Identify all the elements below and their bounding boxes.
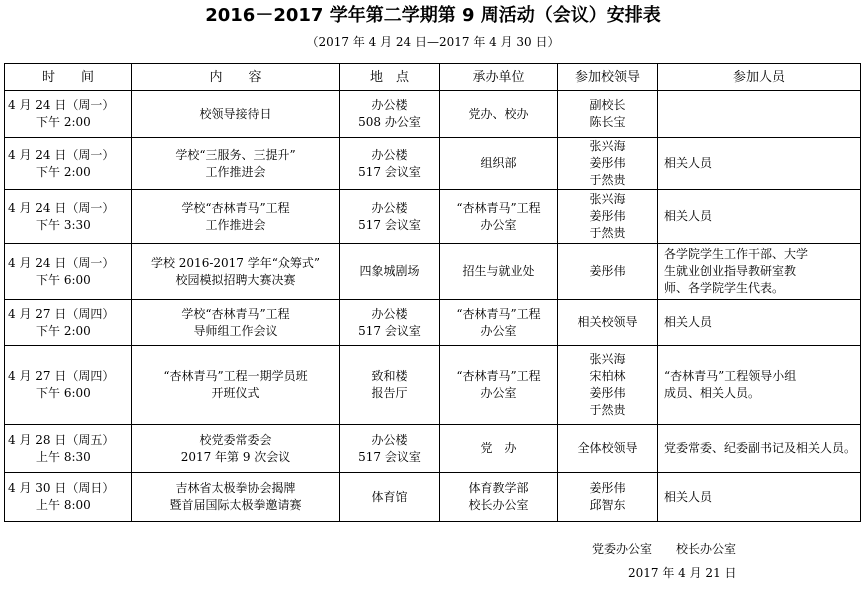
cell-organizer-line: 办公室	[480, 217, 517, 232]
cell-place-line: 办公楼	[371, 147, 408, 162]
cell-clock-time: 下午 3:30	[36, 217, 91, 232]
header-leaders: 参加校领导	[558, 64, 658, 91]
table-row	[5, 138, 861, 190]
header-participants: 参加人员	[658, 64, 861, 91]
cell-leaders-line: 于然贵	[589, 173, 626, 187]
cell-leaders	[558, 300, 658, 346]
cell-place	[340, 190, 440, 244]
cell-participants-line: 生就业创业指导教研室教	[664, 264, 797, 278]
cell-participants-line: 党委常委、纪委副书记及相关人员。	[664, 441, 857, 455]
header-content: 内 容	[132, 64, 340, 91]
cell-participants-line: 相关人员	[664, 209, 713, 223]
cell-participants	[658, 138, 861, 190]
cell-content-line: 学校“杏林青马”工程	[181, 306, 290, 321]
cell-content-line: 学校 2016-2017 学年“众筹式”	[150, 255, 321, 270]
header-place: 地 点	[340, 64, 440, 91]
cell-date: 4 月 27 日（周四）	[8, 306, 115, 321]
cell-organizer	[440, 300, 558, 346]
cell-leaders-line: 于然贵	[589, 403, 626, 417]
cell-time	[5, 190, 132, 244]
cell-leaders-line: 于然贵	[589, 226, 626, 240]
cell-place-line: 报告厅	[371, 386, 408, 400]
cell-clock-time: 下午 2:00	[36, 115, 91, 129]
cell-time	[5, 346, 132, 425]
cell-content-line: “杏林青马”工程一期学员班	[163, 369, 308, 383]
cell-place-line: 办公楼	[371, 200, 408, 215]
cell-place	[340, 138, 440, 190]
cell-leaders-line: 相关校领导	[577, 315, 638, 329]
cell-leaders	[558, 473, 658, 522]
cell-participants	[658, 244, 861, 300]
cell-time	[5, 425, 132, 473]
cell-time	[5, 244, 132, 300]
table-header-row	[5, 64, 861, 91]
cell-content-line: 导师组工作会议	[193, 323, 278, 338]
cell-content-line: 工作推进会	[205, 164, 266, 179]
date-range-subtitle: （2017 年 4 月 24 日—2017 年 4 月 30 日）	[306, 35, 560, 49]
cell-leaders-line: 姜彤伟	[589, 386, 626, 400]
cell-content-line: 吉林省太极拳协会揭牌	[175, 481, 296, 495]
cell-leaders	[558, 190, 658, 244]
cell-organizer-line: 党办、校办	[468, 106, 529, 121]
table-row	[5, 190, 861, 244]
cell-leaders-line: 全体校领导	[577, 441, 638, 455]
cell-leaders-line: 姜彤伟	[589, 264, 626, 278]
cell-clock-time: 下午 2:00	[36, 164, 91, 179]
cell-date: 4 月 24 日（周一）	[8, 200, 115, 215]
cell-participants	[658, 91, 861, 138]
table-row	[5, 473, 861, 522]
cell-content-line: 暨首届国际太极拳邀请赛	[169, 498, 302, 512]
cell-date: 4 月 24 日（周一）	[8, 147, 115, 162]
cell-date: 4 月 24 日（周一）	[8, 98, 115, 112]
cell-participants-line: 相关人员	[664, 315, 713, 329]
cell-place-line: 517 会议室	[358, 217, 421, 232]
cell-time	[5, 138, 132, 190]
table-row	[5, 244, 861, 300]
cell-place	[340, 300, 440, 346]
cell-place-line: 体育馆	[371, 489, 408, 504]
cell-organizer-line: “杏林青马”工程	[456, 369, 541, 383]
cell-content-line: 开班仪式	[211, 386, 260, 400]
cell-organizer-line: 校长办公室	[468, 498, 529, 512]
cell-participants-line: 各学院学生工作干部、大学	[664, 247, 809, 261]
cell-leaders	[558, 425, 658, 473]
cell-time	[5, 91, 132, 138]
cell-place-line: 517 会议室	[358, 323, 421, 338]
cell-participants	[658, 190, 861, 244]
cell-leaders	[558, 91, 658, 138]
issue-date: 2017 年 4 月 21 日	[628, 566, 737, 580]
cell-place	[340, 91, 440, 138]
cell-organizer-line: “杏林青马”工程	[456, 200, 541, 215]
table-row	[5, 91, 861, 138]
cell-leaders-line: 陈长宝	[589, 115, 626, 129]
cell-leaders	[558, 244, 658, 300]
cell-place-line: 办公楼	[371, 306, 408, 321]
cell-organizer	[440, 346, 558, 425]
cell-place	[340, 425, 440, 473]
cell-organizer	[440, 244, 558, 300]
cell-place-line: 517 会议室	[358, 449, 421, 464]
cell-participants	[658, 346, 861, 425]
header-organizer: 承办单位	[440, 64, 558, 91]
cell-leaders-line: 邱智东	[589, 498, 626, 512]
cell-participants-line: 成员、相关人员。	[664, 386, 761, 400]
cell-content	[132, 244, 340, 300]
cell-participants-line: 相关人员	[664, 156, 713, 170]
cell-time	[5, 300, 132, 346]
cell-participants	[658, 425, 861, 473]
header-time: 时 间	[5, 64, 132, 91]
cell-clock-time: 下午 6:00	[36, 272, 91, 287]
cell-organizer	[440, 425, 558, 473]
table-row	[5, 425, 861, 473]
cell-date: 4 月 27 日（周四）	[8, 369, 115, 383]
cell-place	[340, 473, 440, 522]
cell-place	[340, 244, 440, 300]
cell-content-line: 学校“杏林青马”工程	[181, 200, 290, 215]
cell-leaders-line: 张兴海	[589, 192, 626, 206]
cell-leaders-line: 姜彤伟	[589, 209, 626, 223]
cell-content-line: 校园模拟招聘大赛决赛	[175, 272, 296, 287]
cell-organizer	[440, 473, 558, 522]
cell-participants-line: 师、各学院学生代表。	[664, 281, 785, 295]
cell-clock-time: 下午 2:00	[36, 323, 91, 338]
cell-leaders	[558, 138, 658, 190]
cell-organizer-line: “杏林青马”工程	[456, 306, 541, 321]
cell-organizer-line: 办公室	[480, 386, 517, 400]
cell-content	[132, 91, 340, 138]
cell-content	[132, 473, 340, 522]
cell-place-line: 办公楼	[371, 98, 408, 112]
cell-content-line: 校党委常委会	[199, 432, 272, 447]
cell-content-line: 学校“三服务、三提升”	[175, 147, 296, 162]
cell-organizer	[440, 91, 558, 138]
cell-organizer	[440, 138, 558, 190]
cell-content	[132, 138, 340, 190]
cell-organizer-line: 体育教学部	[468, 481, 529, 495]
cell-place-line: 508 办公室	[358, 115, 421, 129]
cell-leaders-line: 姜彤伟	[589, 156, 626, 170]
cell-date: 4 月 28 日（周五）	[8, 432, 115, 447]
cell-organizer-line: 党 办	[480, 441, 517, 455]
cell-content	[132, 190, 340, 244]
cell-leaders-line: 姜彤伟	[589, 481, 626, 495]
cell-content-line: 工作推进会	[205, 217, 266, 232]
cell-organizer-line: 办公室	[480, 323, 517, 338]
cell-place-line: 办公楼	[371, 432, 408, 447]
cell-content	[132, 300, 340, 346]
cell-content	[132, 346, 340, 425]
table-row	[5, 346, 861, 425]
cell-participants	[658, 300, 861, 346]
cell-place-line: 517 会议室	[358, 164, 421, 179]
cell-leaders-line: 张兴海	[589, 139, 626, 153]
schedule-table	[4, 63, 861, 522]
cell-time	[5, 473, 132, 522]
cell-leaders-line: 宋柏林	[589, 369, 626, 383]
table-row	[5, 300, 861, 346]
cell-participants	[658, 473, 861, 522]
cell-content-line: 校领导接待日	[199, 106, 272, 121]
cell-date: 4 月 24 日（周一）	[8, 255, 115, 270]
cell-clock-time: 上午 8:00	[36, 498, 91, 512]
cell-organizer	[440, 190, 558, 244]
cell-organizer-line: 组织部	[480, 156, 517, 170]
cell-content	[132, 425, 340, 473]
cell-organizer-line: 招生与就业处	[462, 264, 535, 278]
cell-leaders-line: 张兴海	[589, 352, 626, 366]
cell-place-line: 四象城剧场	[359, 264, 420, 278]
issuing-offices: 党委办公室 校长办公室	[592, 542, 737, 556]
cell-leaders	[558, 346, 658, 425]
page-title: 2016－2017 学年第二学期第 9 周活动（会议）安排表	[205, 5, 661, 26]
cell-participants-line: 相关人员	[664, 489, 713, 504]
cell-place-line: 致和楼	[371, 369, 408, 383]
cell-clock-time: 下午 6:00	[36, 386, 91, 400]
cell-clock-time: 上午 8:30	[36, 449, 91, 464]
cell-leaders-line: 副校长	[589, 98, 626, 112]
cell-content-line: 2017 年第 9 次会议	[180, 449, 291, 464]
cell-place	[340, 346, 440, 425]
cell-participants-line: “杏林青马”工程领导小组	[664, 369, 797, 383]
cell-date: 4 月 30 日（周日）	[8, 481, 115, 495]
